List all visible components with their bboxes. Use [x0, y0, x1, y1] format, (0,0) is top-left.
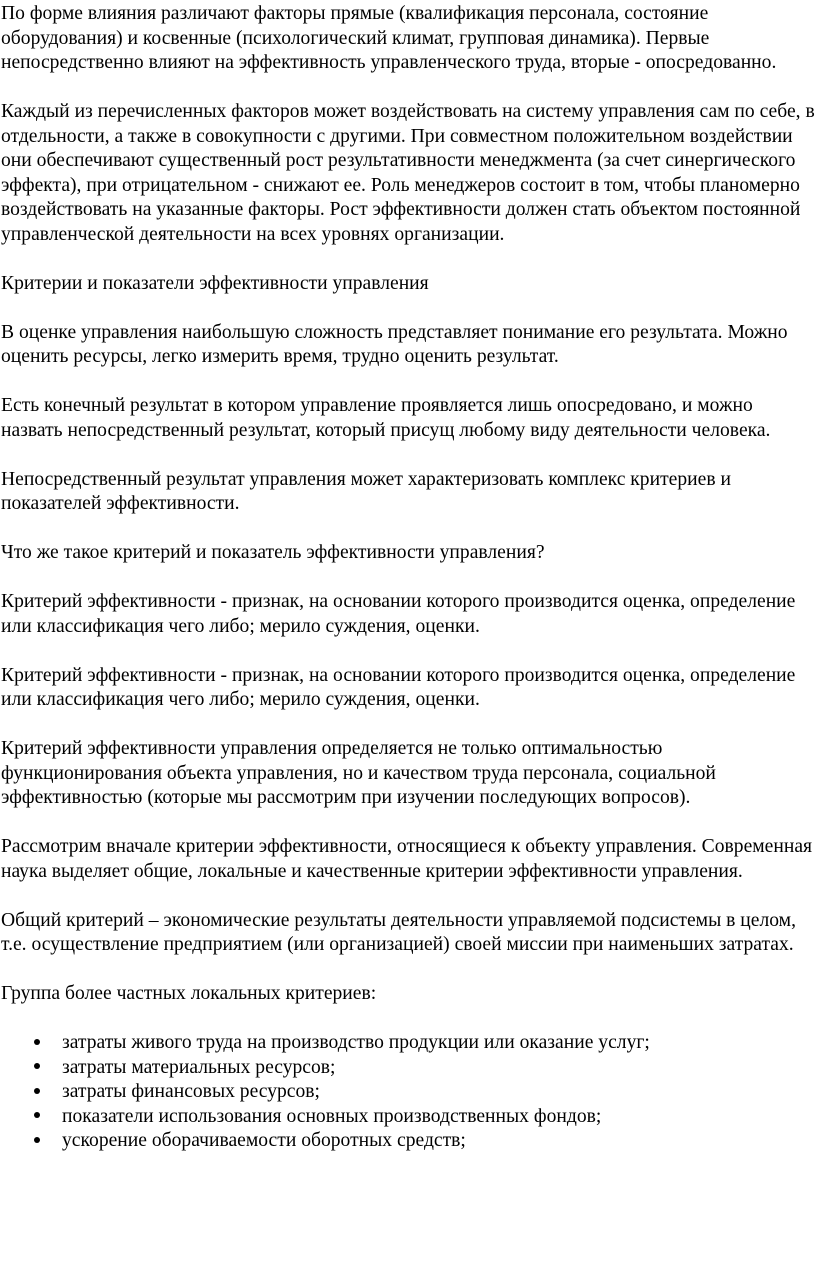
- list-item: [1, 1105, 816, 1130]
- list-item-text: ускорение оборачиваемости оборотных средств;: [62, 1130, 466, 1151]
- paragraph-local-criteria-intro: Группа более частных локальных критериев:: [1, 983, 377, 1004]
- bullet-icon: [32, 1031, 42, 1056]
- paragraph-criteria-types: Рассмотрим вначале критерии эффективности, относящиеся к объекту управления. Современная наука выделяет общие, локальные и качественные критерии эффективности управления.: [1, 836, 813, 882]
- paragraph-result-complexity: В оценке управления наибольшую сложность представляет понимание его результата. Можно оценить ресурсы, легко измерить время, трудно оценить результат.: [1, 321, 788, 367]
- paragraph-influence-factors: По форме влияния различают факторы прямые (квалификация персонала, состояние оборудования) и косвенные (психологический климат, групповая динамика). Первые непосредственно влияют на эффективность управленческого труда, вторые - опосредованно.: [1, 3, 777, 73]
- paragraph-criterion-definition-repeat: Критерий эффективности - признак, на основании которого производится оценка, определение или классификация чего либо; мерило суждения, оценки.: [1, 664, 796, 710]
- paragraph-question: Что же такое критерий и показатель эффективности управления?: [1, 542, 545, 563]
- paragraph-final-result: Есть конечный результат в котором управление проявляется лишь опосредовано, и можно назвать непосредственный результат, который присущ любому виду деятельности человека.: [1, 395, 771, 441]
- paragraph-factor-interaction: Каждый из перечисленных факторов может воздействовать на систему управления сам по себе, в отдельности, а также в совокупности с другими. При совместном положительном воздействии они обеспечивают существенный рост результативности менеджмента (за счет синергического эффекта), при отрицательном - снижают ее. Роль менеджеров состоит в том, чтобы планомерно воздействовать на указанные факторы. Рост эффективности должен стать объектом постоянной управленческой деятельности на всех уровнях организации.: [1, 101, 815, 245]
- bullet-icon: [32, 1056, 42, 1081]
- paragraph-management-criterion: Критерий эффективности управления определяется не только оптимальностью функционирования объекта управления, но и качеством труда персонала, социальной эффективностью (которые мы рассмотрим при изучении последующих вопросов).: [1, 738, 716, 808]
- list-item: [1, 1031, 816, 1056]
- local-criteria-list: [1, 1031, 816, 1154]
- list-item-text: показатели использования основных производственных фондов;: [62, 1105, 602, 1127]
- list-item-text: затраты живого труда на производство продукции или оказание услуг;: [62, 1032, 650, 1053]
- paragraph-general-criterion: Общий критерий – экономические результаты деятельности управляемой подсистемы в целом, т.е. осуществление предприятием (или организацией) своей миссии при наименьших затратах.: [1, 909, 796, 955]
- bullet-icon: [32, 1105, 42, 1130]
- paragraph-criterion-definition: Критерий эффективности - признак, на основании которого производится оценка, определение или классификация чего либо; мерило суждения, оценки.: [1, 591, 796, 637]
- list-item: [1, 1056, 816, 1081]
- paragraph-direct-result: Непосредственный результат управления может характеризовать комплекс критериев и показателей эффективности.: [1, 468, 731, 514]
- section-heading: Критерии и показатели эффективности управления: [1, 272, 429, 294]
- bullet-icon: [32, 1129, 42, 1154]
- list-item: [1, 1080, 816, 1105]
- list-item-text: затраты материальных ресурсов;: [62, 1056, 336, 1078]
- list-item: [1, 1129, 816, 1154]
- bullet-icon: [32, 1080, 42, 1105]
- list-item-text: затраты финансовых ресурсов;: [62, 1081, 321, 1102]
